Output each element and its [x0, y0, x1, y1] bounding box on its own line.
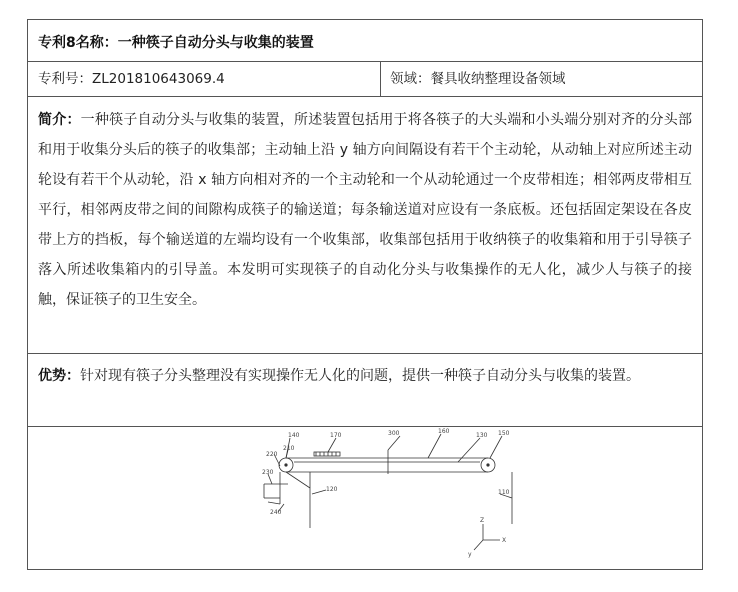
intro-paragraph	[38, 105, 692, 315]
figure-row	[28, 427, 702, 570]
intro-row	[28, 97, 702, 354]
patent-field: 领域：餐具收纳整理设备领域	[390, 71, 566, 87]
label-150: 150	[498, 430, 510, 437]
label-130: 130	[476, 432, 488, 439]
patent-drawing	[228, 428, 528, 568]
label-170: 170	[330, 432, 342, 439]
advantage-paragraph	[38, 361, 692, 391]
label-210: 210	[283, 445, 295, 452]
advantage-row	[28, 354, 702, 427]
label-300: 300	[388, 430, 400, 437]
patent-number: 专利号：ZL201810643069.4	[38, 71, 225, 87]
label-240: 240	[270, 509, 282, 516]
label-230: 230	[262, 469, 274, 476]
meta-row	[28, 62, 702, 97]
label-160: 160	[438, 428, 450, 435]
advantage-text: 针对现有筷子分头整理没有实现操作无人化的问题，提供一种筷子自动分头与收集的装置。	[80, 368, 640, 384]
meta-divider	[380, 62, 381, 96]
axis-label-z: Z	[480, 517, 485, 524]
axis-label-y: y	[468, 551, 472, 558]
advantage-label: 优势：	[38, 368, 80, 384]
axis-label-x: X	[502, 537, 507, 544]
axis-y	[474, 540, 483, 550]
intro-text: 一种筷子自动分头与收集的装置，所述装置包括用于将各筷子的大头端和小头端分别对齐的分头部和用于收集分头后的筷子的收集部；主动轴上沿 y 轴方向间隔设有若干个主动轮，从动轴上对应所述主动轮设有若干个从动轮，沿 x 轴方向相对齐的一个主动轮和一个从动轮通过一个皮带相连；相邻两皮带相互平行，相邻两皮带之间的间隙构成筷子的输送道；每条输送道对应设有一条底板。还包括固定架设在各皮带上方的挡板，每个输送道的左端均设有一个收集部，收集部包括用于收纳筷子的收集箱和用于引导筷子落入所述收集箱内的引导盖。本发明可实现筷子的自动化分头与收集操作的无人化，减少人与筷子的接触，保证筷子的卫生安全。	[38, 112, 693, 308]
title-row	[28, 20, 702, 62]
patent-card	[27, 19, 703, 570]
label-140: 140	[288, 432, 300, 439]
patent-title: 专利8名称：一种筷子自动分头与收集的装置	[38, 35, 314, 51]
intro-label: 简介：	[38, 112, 81, 128]
label-220: 220	[266, 451, 278, 458]
label-120: 120	[326, 486, 338, 493]
label-110: 110	[498, 489, 510, 496]
